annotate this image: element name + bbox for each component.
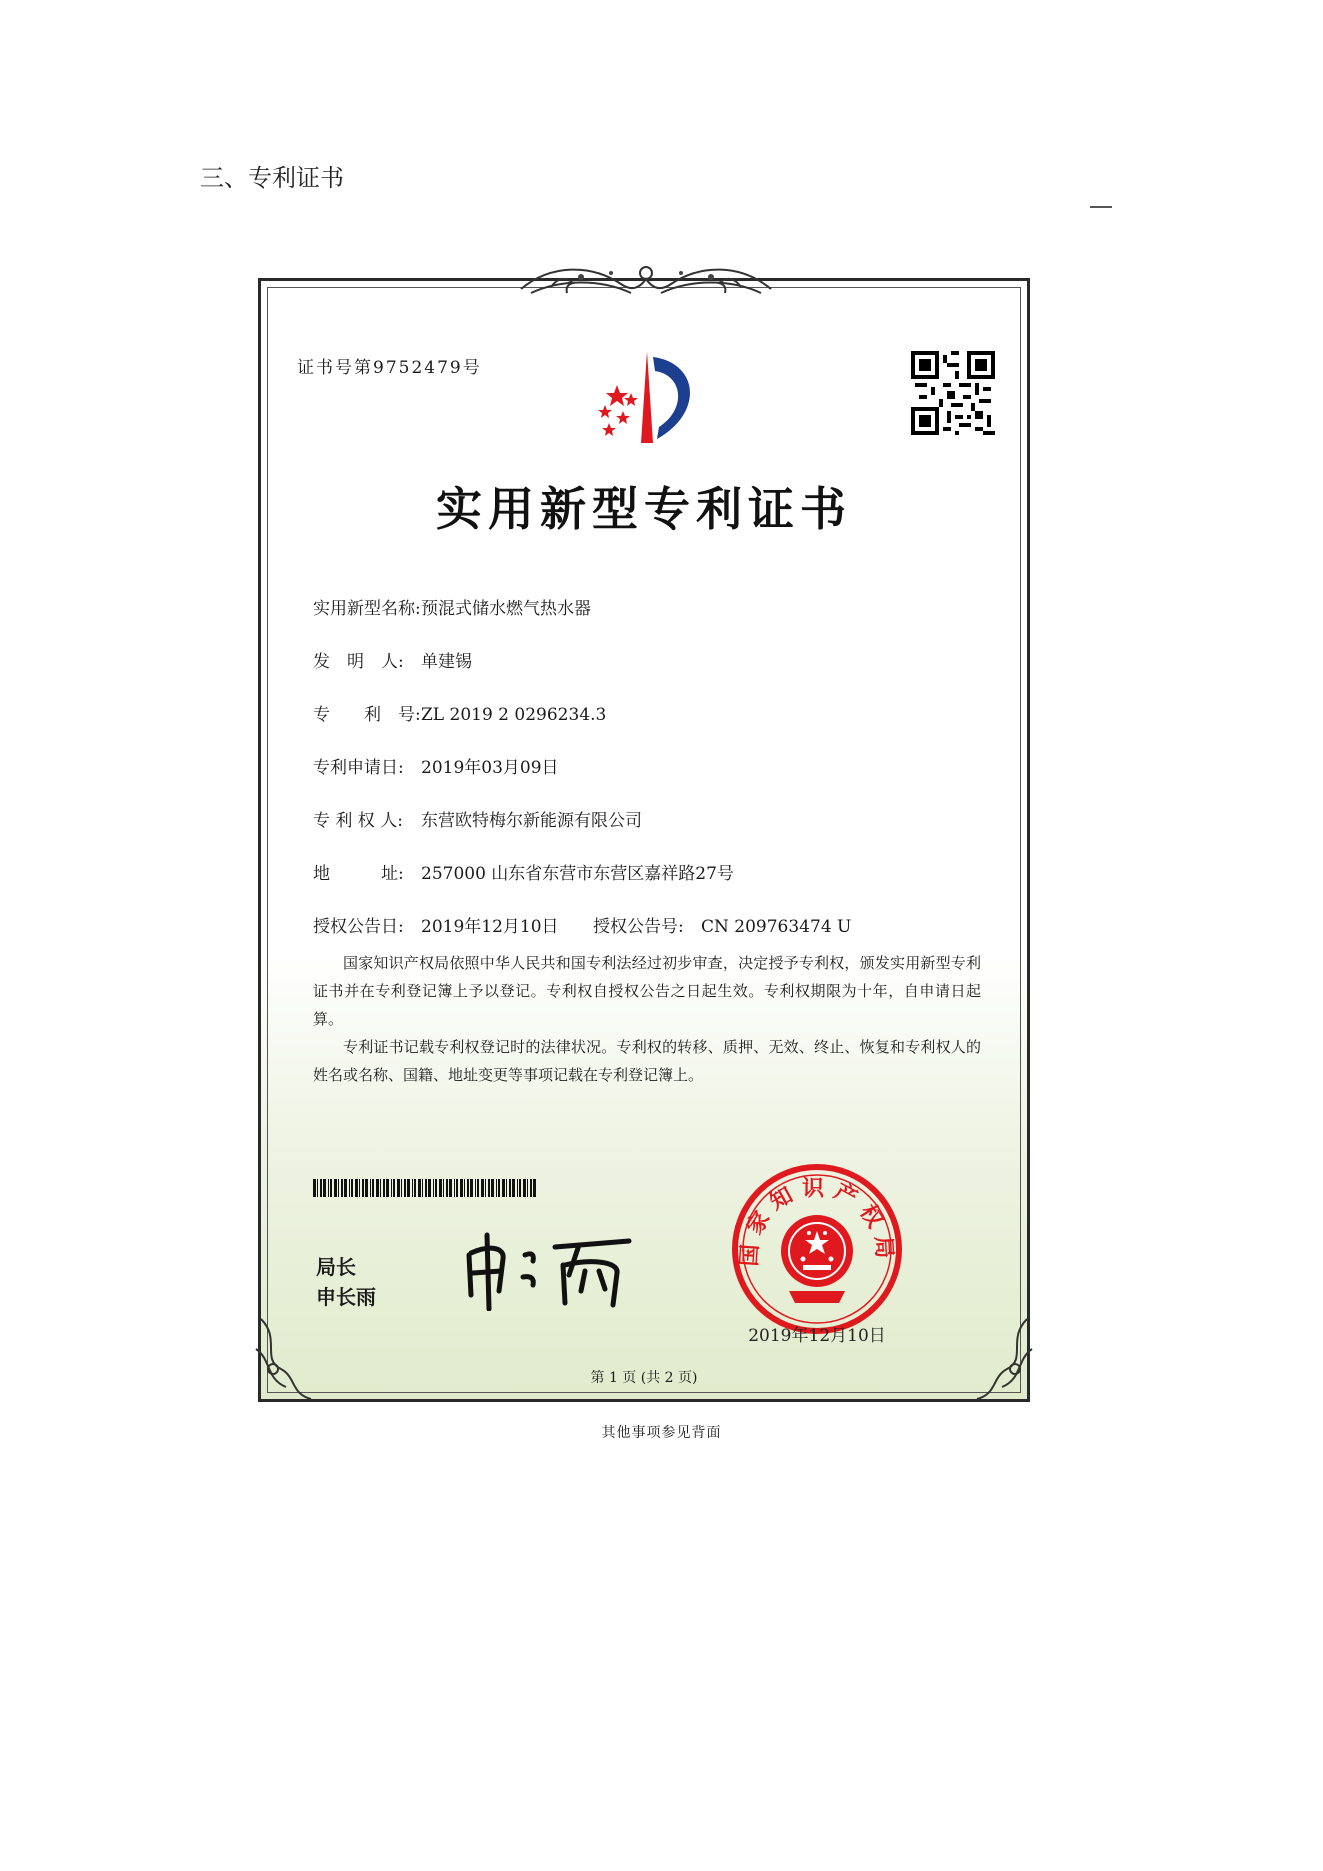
field-value: 257000 山东省东营市东营区嘉祥路27号 <box>421 864 734 884</box>
statement-paragraph-1: 国家知识产权局依照中华人民共和国专利法经过初步审查，决定授予专利权，颁发实用新型专利证书并在专利登记簿上予以登记。专利权自授权公告之日起生效。专利权期限为十年，自申请日起算。 <box>313 954 981 1028</box>
certificate-number: 证书号第9752479号 <box>297 358 482 378</box>
field-label: 专 利 号: <box>313 705 421 725</box>
field-address <box>313 859 734 884</box>
director-signature-icon <box>459 1225 639 1311</box>
barcode-icon <box>313 1179 537 1197</box>
field-value: 预混式储水燃气热水器 <box>421 599 591 619</box>
page-info: 第 1 页 (共 2 页) <box>590 1370 698 1386</box>
corner-mark <box>1090 206 1112 208</box>
section-heading: 三、专利证书 <box>200 164 344 192</box>
official-seal-icon <box>729 1161 905 1337</box>
corner-ornament-left-icon <box>251 1309 321 1409</box>
field-grant-date <box>313 912 559 937</box>
field-value: ZL 2019 2 0296234.3 <box>421 705 607 725</box>
field-value: 2019年03月09日 <box>421 758 559 778</box>
field-inventor <box>313 647 472 672</box>
field-grant-number <box>593 912 851 937</box>
footer-note: 其他事项参见背面 <box>601 1425 722 1441</box>
seal-text: 国家知识产权局 <box>737 1176 897 1268</box>
top-ornament-icon <box>511 259 781 303</box>
statement-paragraph-2: 专利证书记载专利权登记时的法律状况。专利权的转移、质押、无效、终止、恢复和专利权人的姓名或名称、国籍、地址变更等事项记载在专利登记簿上。 <box>313 1038 981 1084</box>
field-label: 实用新型名称: <box>313 599 421 619</box>
field-label: 专利申请日: <box>313 758 404 778</box>
field-value: 东营欧特梅尔新能源有限公司 <box>421 811 642 831</box>
field-filing-date <box>313 753 559 778</box>
seal-date: 2019年12月10日 <box>748 1326 886 1346</box>
field-label: 授权公告日: <box>313 917 404 937</box>
field-label: 地 址: <box>313 864 404 884</box>
field-patent-number <box>313 700 606 725</box>
field-label: 专 利 权 人: <box>313 811 403 831</box>
field-value: CN 209763474 U <box>701 917 852 937</box>
field-label: 发 明 人: <box>313 652 404 672</box>
corner-ornament-right-icon <box>967 1309 1037 1409</box>
director-title: 局长 <box>316 1255 356 1279</box>
patent-office-emblem-icon <box>579 343 719 453</box>
field-value: 2019年12月10日 <box>421 917 559 937</box>
field-label: 授权公告号: <box>593 917 684 937</box>
qr-code-icon <box>911 351 995 435</box>
field-value: 单建锡 <box>421 652 472 672</box>
certificate-title: 实用新型专利证书 <box>436 482 852 536</box>
field-patentee <box>313 806 642 831</box>
director-name: 申长雨 <box>316 1285 376 1309</box>
patent-certificate <box>258 278 1030 1402</box>
field-utility-model-name <box>313 594 591 619</box>
